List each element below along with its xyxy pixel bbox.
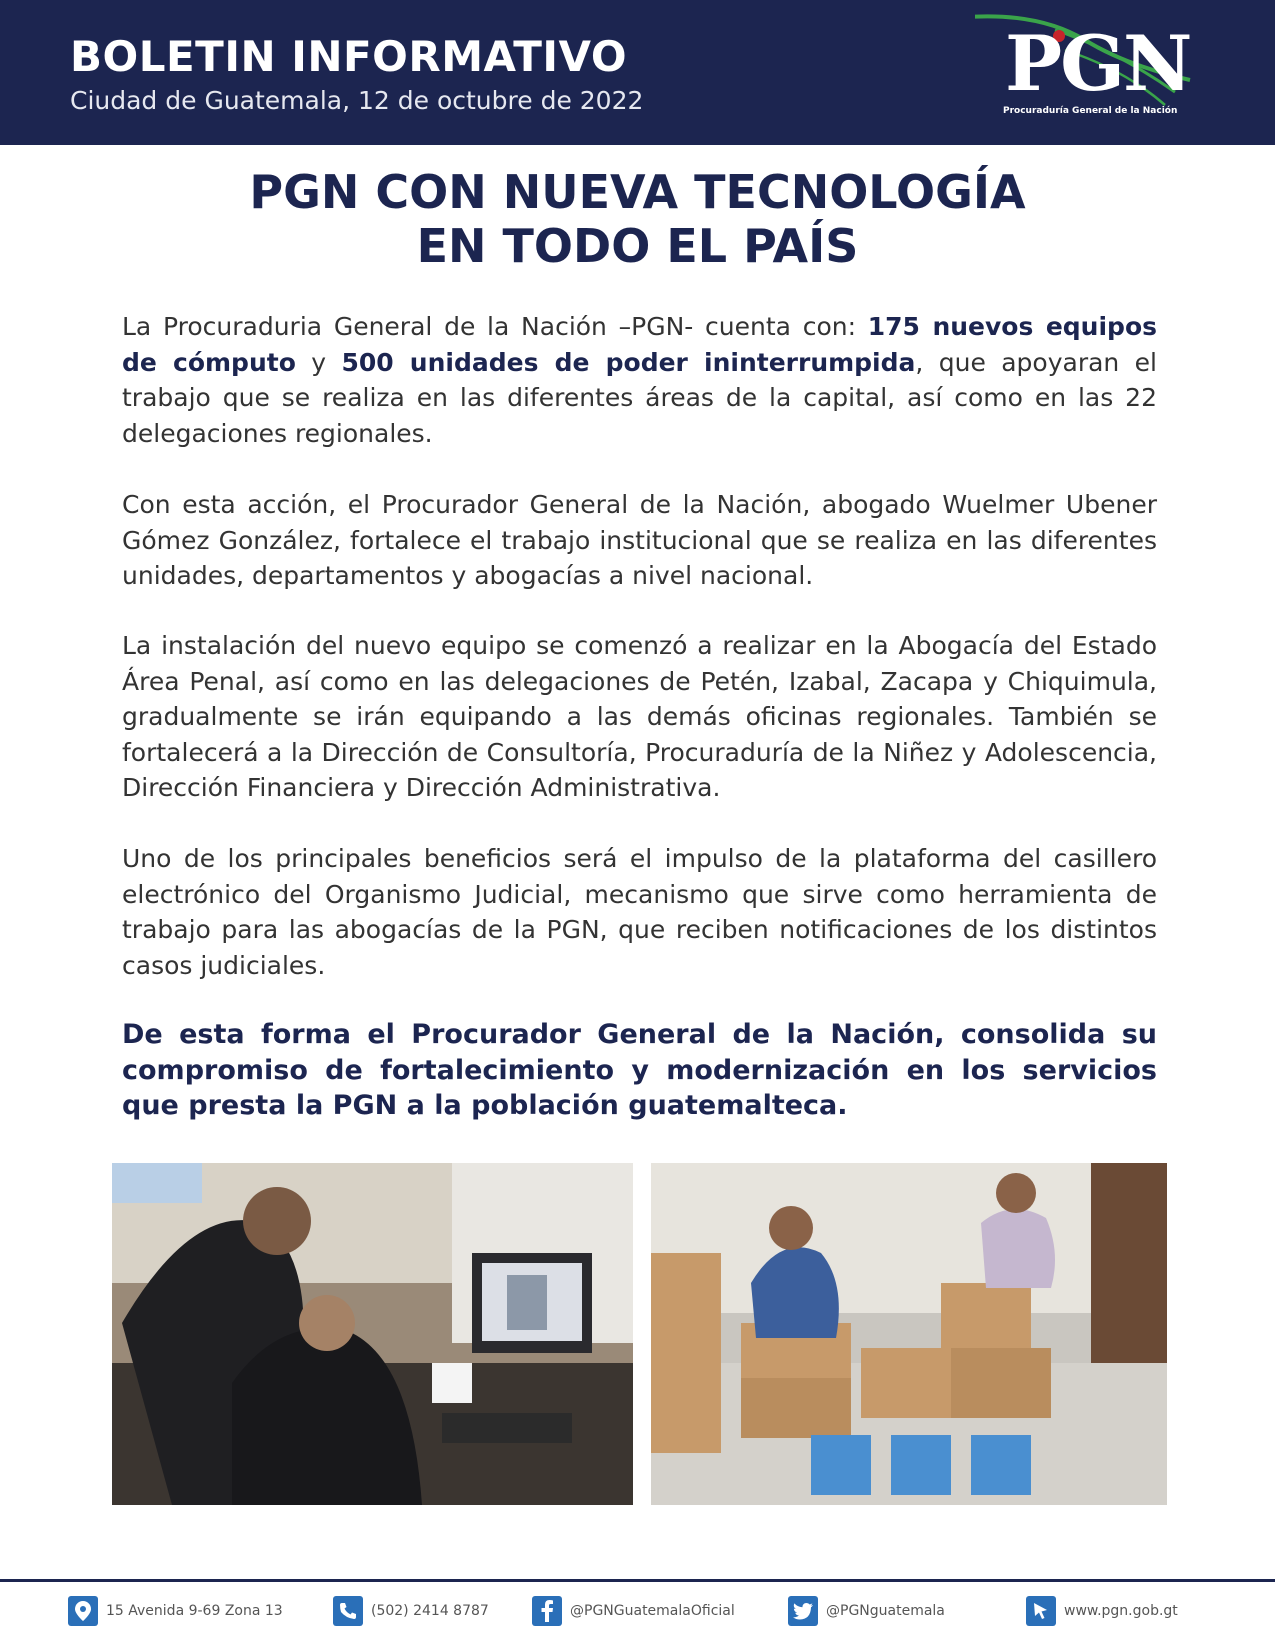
- paragraph-1-text-b: y: [295, 347, 342, 377]
- footer-address: [68, 1594, 283, 1628]
- logo-wordmark: PGN: [1005, 19, 1191, 108]
- headline: [0, 165, 1275, 273]
- bulletin-title: BOLETIN INFORMATIVO: [70, 32, 628, 81]
- location-pin-icon: [68, 1596, 98, 1626]
- paragraph-1-text-a: La Procuraduria General de la Nación –PGN- cuenta con:: [122, 312, 868, 341]
- footer-phone: [333, 1594, 489, 1628]
- logo-subtitle: Procuraduría General de la Nación: [1003, 106, 1178, 116]
- footer-twitter[interactable]: [788, 1594, 945, 1628]
- twitter-handle[interactable]: @PGNguatemala: [826, 1603, 945, 1619]
- equipment-boxes-photo: [651, 1163, 1167, 1505]
- phone-icon: [333, 1596, 363, 1626]
- paragraph-3: La instalación del nuevo equipo se comenzó a realizar en la Abogacía del Estado Área Penal, así como en las delegaciones de Petén, Izabal, Zacapa y Chiquimula, gradualmente se irán equipando a las demás oficinas regionales. También se fortalecerá a la Dirección de Consultoría, Procuraduría de la Niñez y Adolescencia, Dirección Financiera y Dirección Administrativa.: [122, 631, 1157, 802]
- footer-divider: [0, 1579, 1275, 1582]
- pgn-logo: [975, 10, 1225, 122]
- paragraph-1-text-c: , que apoyaran el trabajo que se realiza en las diferentes áreas de la capital, así como en las 22 delegaciones regionales.: [122, 347, 1157, 448]
- phone-text: (502) 2414 8787: [371, 1603, 489, 1619]
- website-link[interactable]: www.pgn.gob.gt: [1064, 1603, 1178, 1619]
- twitter-icon: [788, 1596, 818, 1626]
- bulletin-date: Ciudad de Guatemala, 12 de octubre de 2022: [70, 86, 644, 115]
- facebook-handle[interactable]: @PGNGuatemalaOficial: [570, 1603, 735, 1619]
- paragraph-1: [122, 309, 1157, 451]
- address-text: 15 Avenida 9-69 Zona 13: [106, 1603, 283, 1619]
- headline-line-2: EN TODO EL PAÍS: [416, 219, 859, 273]
- headline-line-1: PGN CON NUEVA TECNOLOGÍA: [249, 165, 1026, 219]
- footer-website[interactable]: [1026, 1594, 1178, 1628]
- footer-facebook[interactable]: [532, 1594, 735, 1628]
- facebook-icon: [532, 1596, 562, 1626]
- paragraph-2: Con esta acción, el Procurador General de la Nación, abogado Wuelmer Ubener Gómez González, fortalece el trabajo institucional que se realiza en las diferentes unidades, departamentos y abogacías a nivel nacional.: [122, 490, 1157, 590]
- paragraph-1-highlight-computers: 175 nuevos equipos de cómputo: [122, 312, 1158, 377]
- closing-statement: De esta forma el Procurador General de la Nación, consolida su compromiso de fortalecimiento y modernización en los servicios que presta la PGN a la población guatemalteca.: [122, 1019, 1157, 1121]
- paragraph-1-highlight-ups: 500 unidades de poder ininterrumpida: [341, 347, 916, 377]
- office-photo: [112, 1163, 633, 1505]
- cursor-icon: [1026, 1596, 1056, 1626]
- paragraph-4: Uno de los principales beneficios será el impulso de la plataforma del casillero electrónico del Organismo Judicial, mecanismo que sirve como herramienta de trabajo para las abogacías de la PGN, que reciben notificaciones de los distintos casos judiciales.: [122, 844, 1157, 980]
- header-banner: [0, 0, 1275, 145]
